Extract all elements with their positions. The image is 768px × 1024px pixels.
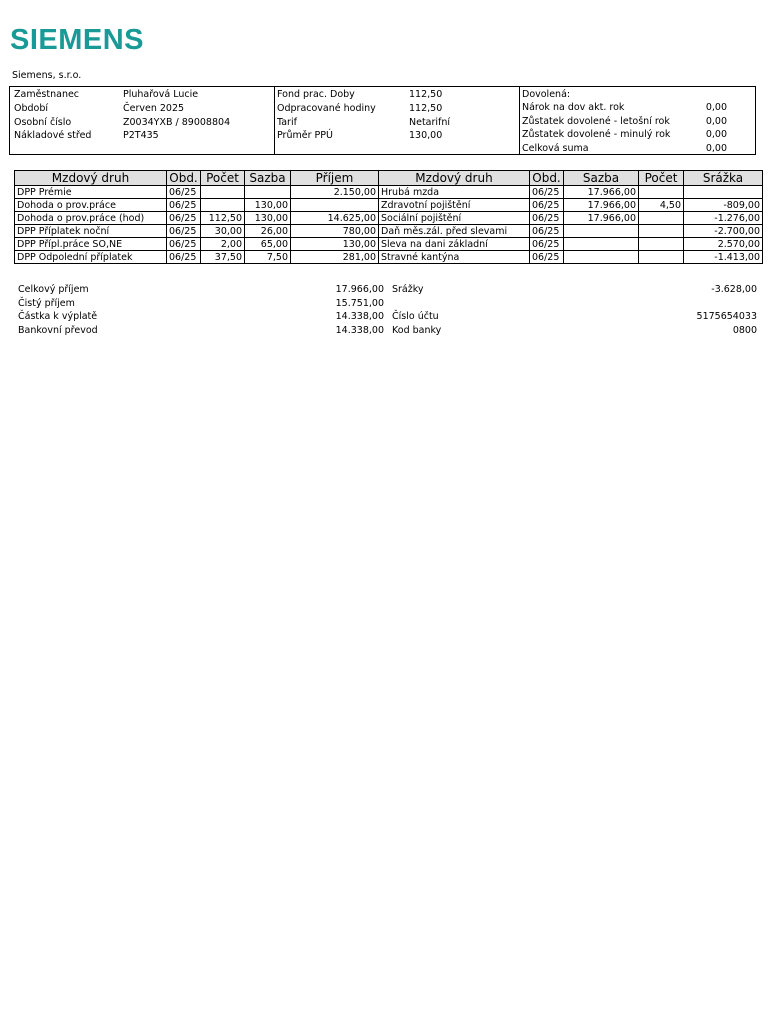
rate-cell (564, 225, 639, 238)
wage-type: DPP Odpolední příplatek (15, 251, 167, 264)
deduction-cell: -2.700,00 (684, 225, 763, 238)
count-cell (639, 225, 684, 238)
rate-cell: 17.966,00 (564, 199, 639, 212)
payout-amount-value: 14.338,00 (335, 311, 384, 322)
table-row (15, 212, 379, 225)
net-income-value: 15.751,00 (335, 298, 384, 309)
wage-type: DPP Příplatek noční (15, 225, 167, 238)
table-header-row (15, 171, 379, 186)
personal-number-value: Z0034YXB / 89008804 (123, 117, 231, 128)
payout-amount-label: Částka k výplatě (18, 311, 98, 322)
vacation-total-label: Celková suma (522, 143, 589, 154)
period-cell: 06/25 (167, 199, 201, 212)
vacation-previous-value: 0,00 (705, 129, 727, 140)
siemens-logo: SIEMENS (10, 24, 145, 56)
column-header: Mzdový druh (15, 171, 167, 186)
table-header-row (379, 171, 763, 186)
income-table (14, 170, 379, 264)
vacation-total-value: 0,00 (705, 143, 727, 154)
wage-type: Stravné kantýna (379, 251, 530, 264)
count-cell (201, 199, 245, 212)
count-cell (201, 186, 245, 199)
table-row (15, 251, 379, 264)
column-header: Příjem (291, 171, 379, 186)
vacation-previous-label: Zůstatek dovolené - minulý rok (522, 129, 671, 140)
table-row (379, 251, 763, 264)
table-row (15, 199, 379, 212)
period-label: Období (14, 103, 49, 114)
divider (274, 87, 275, 154)
wage-type: Dohoda o prov.práce (hod) (15, 212, 167, 225)
period-cell: 06/25 (530, 212, 564, 225)
employee-info-box (9, 86, 756, 155)
column-header: Počet (201, 171, 245, 186)
table-row (15, 225, 379, 238)
rate-cell (564, 238, 639, 251)
average-label: Průměr PPÚ (277, 130, 333, 141)
rate-cell: 65,00 (245, 238, 291, 251)
column-header: Obd. (167, 171, 201, 186)
period-cell: 06/25 (167, 251, 201, 264)
period-value: Červen 2025 (123, 103, 185, 114)
count-cell (639, 251, 684, 264)
worked-hours-label: Odpracované hodiny (277, 103, 376, 114)
total-income-value: 17.966,00 (335, 284, 384, 295)
wage-type: Daň měs.zál. před slevami (379, 225, 530, 238)
rate-cell: 130,00 (245, 212, 291, 225)
period-cell: 06/25 (530, 186, 564, 199)
rate-cell (564, 251, 639, 264)
rate-cell: 130,00 (245, 199, 291, 212)
rate-cell: 26,00 (245, 225, 291, 238)
column-header: Sazba (245, 171, 291, 186)
vacation-entitlement-value: 0,00 (705, 102, 727, 113)
divider (519, 87, 520, 154)
employee-label: Zaměstnanec (14, 89, 80, 100)
deduction-cell: -1.276,00 (684, 212, 763, 225)
wage-type: DPP Prémie (15, 186, 167, 199)
column-header: Obd. (530, 171, 564, 186)
count-cell: 2,00 (201, 238, 245, 251)
deduction-cell (684, 186, 763, 199)
income-cell: 14.625,00 (291, 212, 379, 225)
income-cell (291, 199, 379, 212)
table-row (379, 186, 763, 199)
period-cell: 06/25 (530, 199, 564, 212)
wage-type: DPP Přípl.práce SO,NE (15, 238, 167, 251)
wage-type: Sleva na dani základní (379, 238, 530, 251)
bank-code-value: 0800 (732, 325, 757, 336)
rate-cell: 7,50 (245, 251, 291, 264)
income-cell: 2.150,00 (291, 186, 379, 199)
table-row (379, 225, 763, 238)
rate-cell: 17.966,00 (564, 212, 639, 225)
wage-type: Hrubá mzda (379, 186, 530, 199)
period-cell: 06/25 (167, 225, 201, 238)
table-row (379, 212, 763, 225)
column-header: Srážka (684, 171, 763, 186)
work-fund-label: Fond prac. Doby (277, 89, 355, 100)
cost-center-label: Nákladové střed (14, 130, 92, 141)
count-cell (639, 186, 684, 199)
deductions-label: Srážky (392, 284, 424, 295)
deductions-value: -3.628,00 (711, 284, 757, 295)
vacation-entitlement-label: Nárok na dov akt. rok (522, 102, 625, 113)
period-cell: 06/25 (167, 186, 201, 199)
deduction-cell: -809,00 (684, 199, 763, 212)
work-fund-value: 112,50 (409, 89, 443, 100)
count-cell: 4,50 (639, 199, 684, 212)
period-cell: 06/25 (530, 225, 564, 238)
income-cell: 281,00 (291, 251, 379, 264)
column-header: Počet (639, 171, 684, 186)
table-row (379, 238, 763, 251)
wage-type: Sociální pojištění (379, 212, 530, 225)
period-cell: 06/25 (530, 238, 564, 251)
account-number-value: 5175654033 (696, 311, 757, 322)
bank-code-label: Kod banky (392, 325, 442, 336)
table-row (15, 238, 379, 251)
rate-cell (245, 186, 291, 199)
income-cell: 780,00 (291, 225, 379, 238)
deduction-cell: -1.413,00 (684, 251, 763, 264)
table-row (15, 186, 379, 199)
period-cell: 06/25 (530, 251, 564, 264)
vacation-current-value: 0,00 (705, 116, 727, 127)
count-cell (639, 212, 684, 225)
period-cell: 06/25 (167, 238, 201, 251)
vacation-title: Dovolená: (522, 89, 571, 100)
cost-center-value: P2T435 (123, 130, 159, 141)
average-value: 130,00 (409, 130, 443, 141)
deduction-table (378, 170, 763, 264)
deduction-cell: 2.570,00 (684, 238, 763, 251)
account-number-label: Číslo účtu (392, 311, 439, 322)
tariff-value: Netarifní (409, 117, 451, 128)
bank-transfer-value: 14.338,00 (335, 325, 384, 336)
income-cell: 130,00 (291, 238, 379, 251)
personal-number-label: Osobní číslo (14, 117, 72, 128)
count-cell: 30,00 (201, 225, 245, 238)
net-income-label: Čistý příjem (18, 298, 75, 309)
tariff-label: Tarif (277, 117, 297, 128)
worked-hours-value: 112,50 (409, 103, 443, 114)
table-row (379, 199, 763, 212)
vacation-current-label: Zůstatek dovolené - letošní rok (522, 116, 670, 127)
period-cell: 06/25 (167, 212, 201, 225)
rate-cell: 17.966,00 (564, 186, 639, 199)
wage-type: Dohoda o prov.práce (15, 199, 167, 212)
count-cell (639, 238, 684, 251)
company-name: Siemens, s.r.o. (12, 70, 82, 81)
wage-type: Zdravotní pojištění (379, 199, 530, 212)
count-cell: 37,50 (201, 251, 245, 264)
bank-transfer-label: Bankovní převod (18, 325, 98, 336)
total-income-label: Celkový příjem (18, 284, 89, 295)
employee-value: Pluhařová Lucie (123, 89, 199, 100)
count-cell: 112,50 (201, 212, 245, 225)
column-header: Mzdový druh (379, 171, 530, 186)
column-header: Sazba (564, 171, 639, 186)
